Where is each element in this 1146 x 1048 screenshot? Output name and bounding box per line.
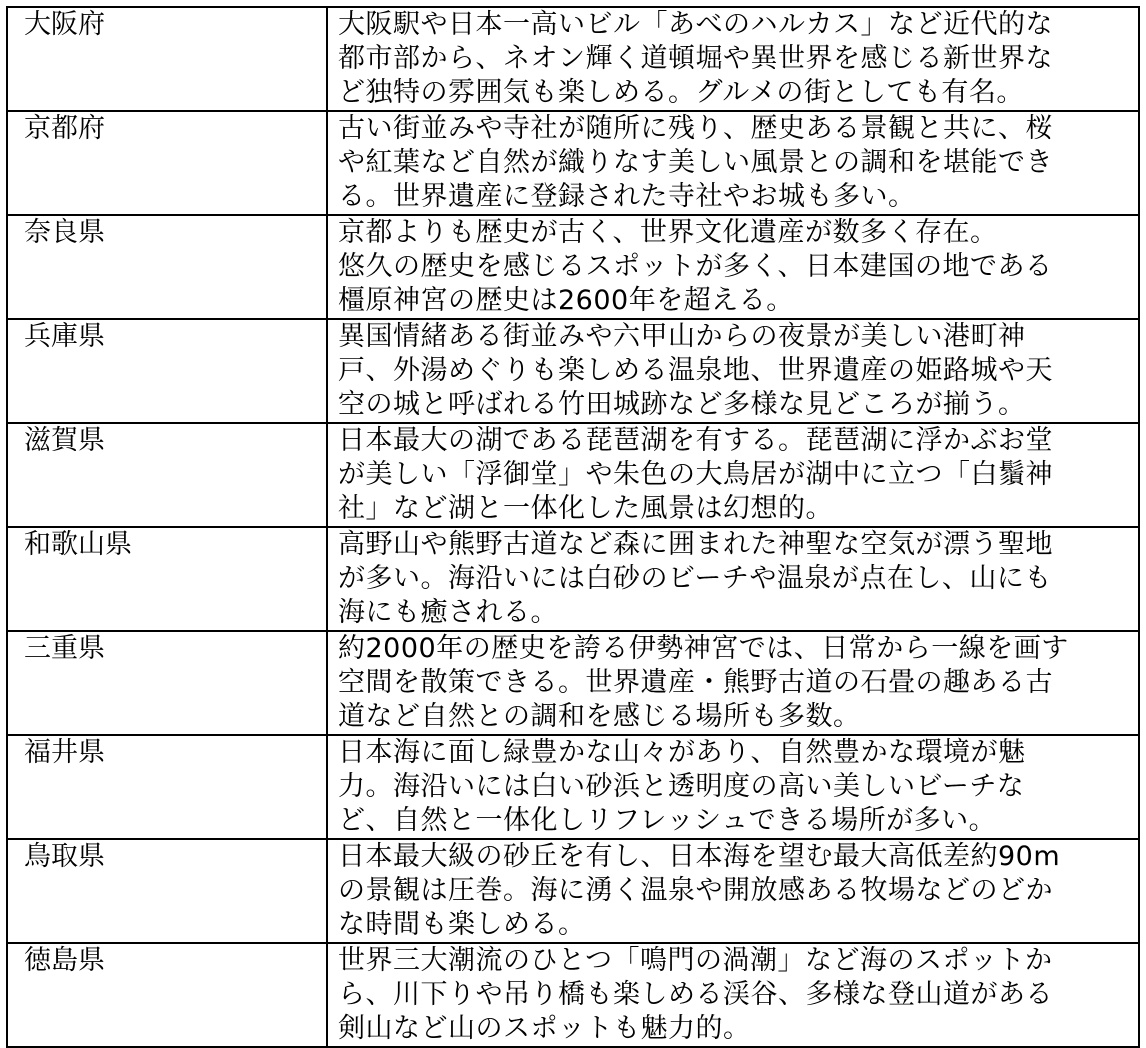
- prefecture-name: 兵庫県: [7, 319, 327, 423]
- prefecture-name: 福井県: [7, 735, 327, 839]
- prefecture-description: 日本最大の湖である琵琶湖を有する。琵琶湖に浮かぶお堂 が美しい「浮御堂」や朱色の大鳥居が湖中に立つ「白鬚神 社」など湖と一体化した風景は幻想的。: [327, 423, 1139, 527]
- table-row: [7, 215, 1139, 319]
- prefecture-name: 滋賀県: [7, 423, 327, 527]
- prefecture-description: 古い街並みや寺社が随所に残り、歴史ある景観と共に、桜 や紅葉など自然が織りなす美しい風景との調和を堪能でき る。世界遺産に登録された寺社やお城も多い。: [327, 111, 1139, 215]
- table-row: [7, 319, 1139, 423]
- prefecture-description: 高野山や熊野古道など森に囲まれた神聖な空気が漂う聖地 が多い。海沿いには白砂のビーチや温泉が点在し、山にも 海にも癒される。: [327, 527, 1139, 631]
- prefecture-description: 日本最大級の砂丘を有し、日本海を望む最大高低差約90m の景観は圧巻。海に湧く温泉や開放感ある牧場などのどか な時間も楽しめる。: [327, 839, 1139, 943]
- table-row: [7, 423, 1139, 527]
- prefecture-name: 三重県: [7, 631, 327, 735]
- table-row: [7, 839, 1139, 943]
- prefecture-name: 大阪府: [7, 7, 327, 111]
- table-row: [7, 735, 1139, 839]
- prefecture-name: 奈良県: [7, 215, 327, 319]
- prefecture-description: 世界三大潮流のひとつ「鳴門の渦潮」など海のスポットか ら、川下りや吊り橋も楽しめる渓谷、多様な登山道がある 剣山など山のスポットも魅力的。: [327, 943, 1139, 1047]
- prefecture-description: 京都よりも歴史が古く、世界文化遺産が数多く存在。 悠久の歴史を感じるスポットが多く、日本建国の地である 橿原神宮の歴史は2600年を超える。: [327, 215, 1139, 319]
- table-row: [7, 631, 1139, 735]
- table-row: [7, 943, 1139, 1047]
- prefecture-name: 和歌山県: [7, 527, 327, 631]
- prefecture-description: 異国情緒ある街並みや六甲山からの夜景が美しい港町神 戸、外湯めぐりも楽しめる温泉地、世界遺産の姫路城や天 空の城と呼ばれる竹田城跡など多様な見どころが揃う。: [327, 319, 1139, 423]
- table-row: [7, 527, 1139, 631]
- prefecture-table: [6, 6, 1140, 1048]
- prefecture-name: 徳島県: [7, 943, 327, 1047]
- table-row: [7, 7, 1139, 111]
- prefecture-name: 鳥取県: [7, 839, 327, 943]
- prefecture-description: 約2000年の歴史を誇る伊勢神宮では、日常から一線を画す 空間を散策できる。世界遺産・熊野古道の石畳の趣ある古 道など自然との調和を感じる場所も多数。: [327, 631, 1139, 735]
- prefecture-description: 日本海に面し緑豊かな山々があり、自然豊かな環境が魅 力。海沿いには白い砂浜と透明度の高い美しいビーチな ど、自然と一体化しリフレッシュできる場所が多い。: [327, 735, 1139, 839]
- table-row: [7, 111, 1139, 215]
- prefecture-name: 京都府: [7, 111, 327, 215]
- prefecture-description: 大阪駅や日本一高いビル「あべのハルカス」など近代的な 都市部から、ネオン輝く道頓堀や異世界を感じる新世界な ど独特の雰囲気も楽しめる。グルメの街としても有名。: [327, 7, 1139, 111]
